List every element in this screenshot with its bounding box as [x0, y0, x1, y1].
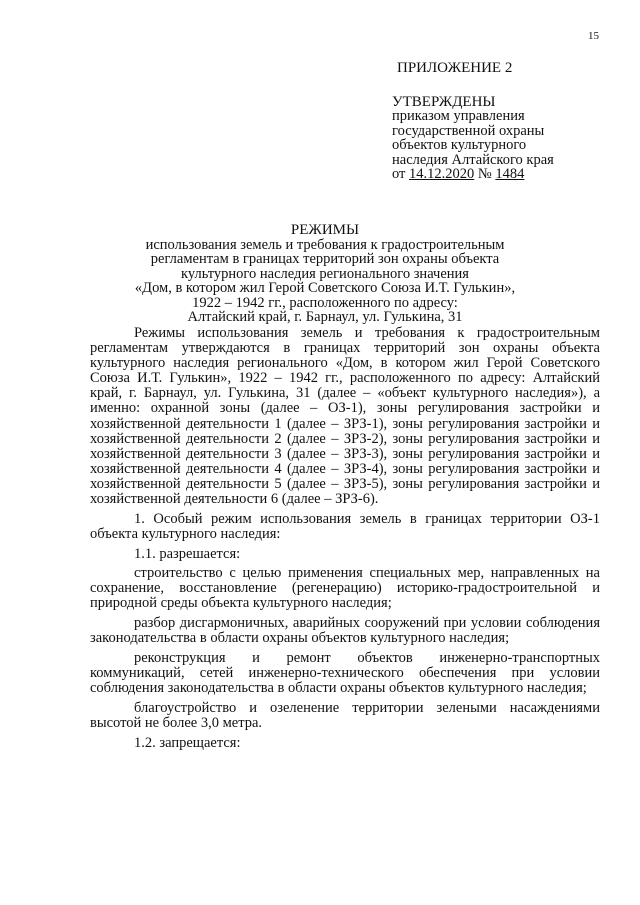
document-title-block	[60, 222, 590, 324]
approval-number: 1484	[495, 166, 525, 183]
document-subtitle-line: использования земель и требования к градостроительным	[145, 237, 505, 253]
approval-date-line	[392, 167, 554, 181]
page-number: 15	[588, 30, 599, 42]
body-paragraph: строительство с целью применения специальных мер, направленных на сохранение, восстановление (регенерацию) историко-градостроительной и природной среды объекта культурного наследия;	[90, 565, 600, 612]
document-body	[90, 326, 600, 755]
document-subtitle-line: культурного наследия регионального значения	[181, 265, 469, 282]
document-subtitle-line: «Дом, в котором жил Герой Советского Союза И.Т. Гулькин»,	[134, 280, 516, 297]
approval-date: 14.12.2020	[409, 166, 475, 183]
body-paragraph: Режимы использования земель и требования к градостроительным регламентам утверждаются в границах территорий зон охраны объекта культурного наследия регионального «Дом, в котором жил Герой Советского Союза И.Т. Гулькин», 1922 – 1942 гг., расположенного по адресу: Алтайский край, г. Барнаул, ул. Гулькина, 31 (далее – «объект культурного наследия»), а именно: охранной зоны (далее – ОЗ-1), зоны регулирования застройки и хозяйственной деятельности 1 (далее – ЗРЗ-1), зоны регулирования застройки и хозяйственной деятельности 2 (далее – ЗРЗ-2), зоны регулирования застройки и хозяйственной деятельности 3 (далее – ЗРЗ-3), зоны регулирования застройки и хозяйственной деятельности 4 (далее – ЗРЗ-4), зоны регулирования застройки и хозяйственной деятельности 5 (далее – ЗРЗ-5), зоны регулирования застройки и хозяйственной деятельности 6 (далее – ЗРЗ-6).	[90, 325, 600, 508]
body-paragraph: разбор дисгармоничных, аварийных сооружений при условии соблюдения законодательства в области охраны объектов культурного наследия;	[90, 615, 600, 647]
appendix-label: ПРИЛОЖЕНИЕ 2	[397, 60, 513, 76]
body-paragraph: 1.1. разрешается:	[134, 545, 241, 562]
approval-from-label: от	[392, 166, 406, 183]
body-paragraph: 1.2. запрещается:	[134, 734, 241, 751]
approval-line: государственной охраны	[392, 122, 545, 139]
document-subtitle-line: регламентам в границах территорий зон охраны объекта	[150, 251, 500, 268]
document-subtitle-line: 1922 – 1942 гг., расположенного по адресу:	[192, 294, 458, 311]
approval-number-label: №	[477, 166, 492, 183]
body-paragraph: благоустройство и озеленение территории зелеными насаждениями высотой не более 3,0 метра.	[90, 699, 600, 731]
body-paragraph: 1. Особый режим использования земель в границах территории ОЗ-1 объекта культурного наследия:	[90, 510, 600, 542]
body-paragraph: реконструкция и ремонт объектов инженерно-транспортных коммуникаций, сетей инженерно-технического обеспечения при условии соблюдения законодательства в области охраны объектов культурного наследия;	[90, 649, 600, 697]
approval-title: УТВЕРЖДЕНЫ	[392, 94, 496, 110]
approval-line: объектов культурного	[392, 137, 527, 154]
document-title: РЕЖИМЫ	[290, 222, 360, 238]
approval-block	[392, 95, 554, 181]
approval-line: наследия Алтайского края	[392, 151, 554, 168]
document-subtitle-line: Алтайский край, г. Барнаул, ул. Гулькина, 31	[187, 309, 463, 326]
approval-line: приказом управления	[392, 108, 525, 125]
